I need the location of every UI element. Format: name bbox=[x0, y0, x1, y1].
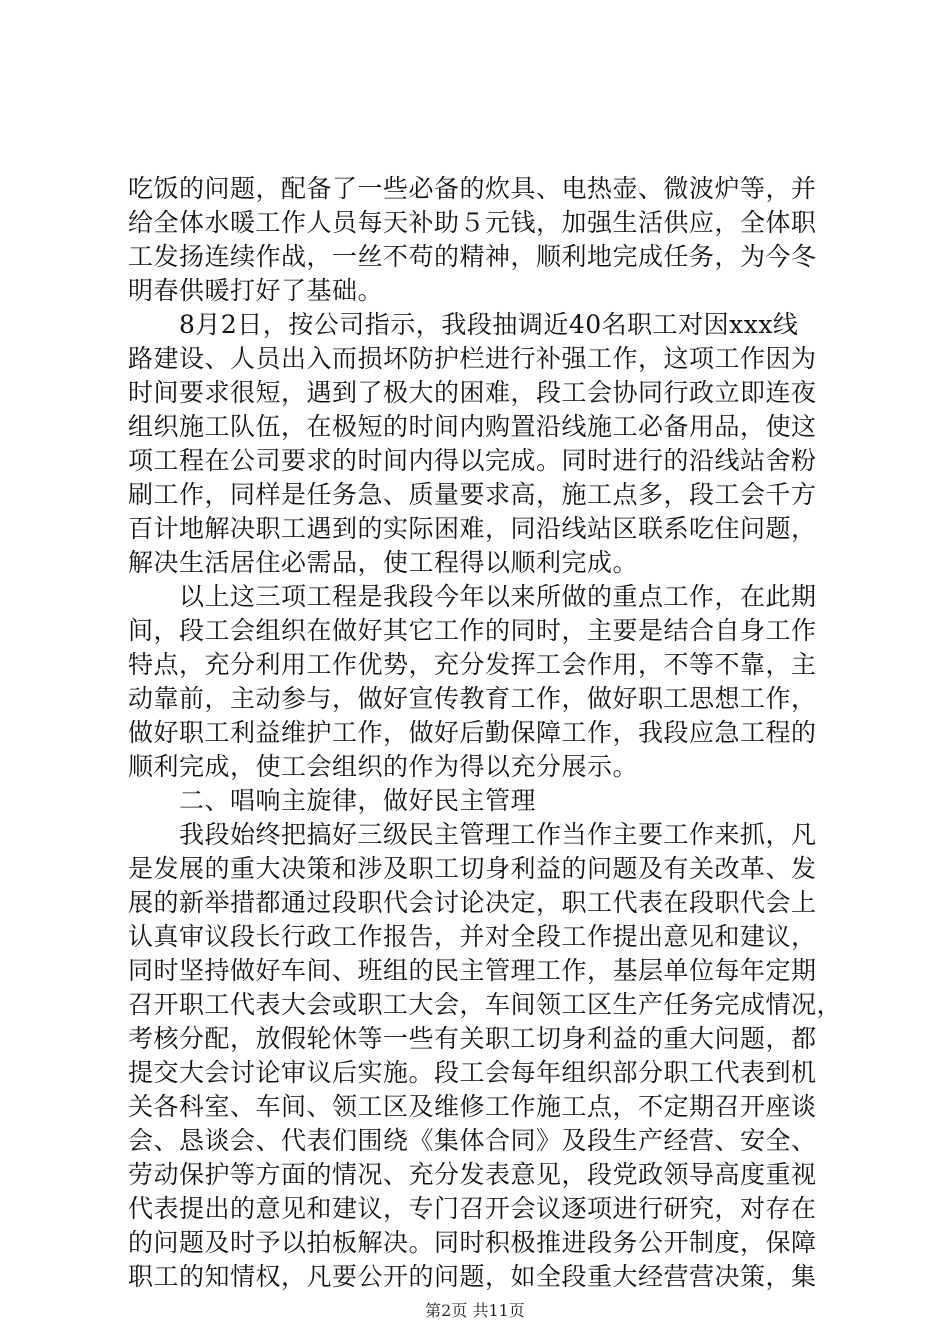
text-line: 展的新举措都通过段职代会讨论决定，职工代表在段职代会上 bbox=[128, 888, 817, 917]
text-line: 以上这三项工程是我段今年以来所做的重点工作，在此期 bbox=[128, 582, 817, 611]
text-line: 代表提出的意见和建议，专门召开会议逐项进行研究，对存在 bbox=[128, 1194, 817, 1223]
text-line: 给全体水暖工作人员每天补助５元钱，加强生活供应，全体职 bbox=[128, 208, 817, 237]
text-line: 百计地解决职工遇到的实际困难，同沿线站区联系吃住问题， bbox=[128, 514, 817, 543]
text-line: 明春供暖打好了基础。 bbox=[128, 276, 384, 305]
page-number: 第2页 共11页 bbox=[425, 1301, 525, 1320]
text-line: 组织施工队伍，在极短的时间内购置沿线施工必备用品，使这 bbox=[128, 412, 817, 441]
page-footer bbox=[0, 1300, 950, 1322]
section-heading: 二、唱响主旋律，做好民主管理 bbox=[128, 786, 537, 815]
text-line: 同时坚持做好车间、班组的民主管理工作，基层单位每年定期 bbox=[128, 956, 817, 985]
text-line: 路建设、人员出入而损坏防护栏进行补强工作，这项工作因为 bbox=[128, 344, 817, 373]
text-line: 顺利完成，使工会组织的作为得以充分展示。 bbox=[128, 752, 639, 781]
text-line: 关各科室、车间、领工区及维修工作施工点，不定期召开座谈 bbox=[128, 1092, 817, 1121]
text-line: 劳动保护等方面的情况、充分发表意见，段党政领导高度重视 bbox=[128, 1160, 817, 1189]
text-line: 认真审议段长行政工作报告，并对全段工作提出意见和建议， bbox=[128, 922, 817, 951]
text-line: 是发展的重大决策和涉及职工切身利益的问题及有关改革、发 bbox=[128, 854, 817, 883]
text-line: 工发扬连续作战，一丝不苟的精神，顺利地完成任务，为今冬 bbox=[128, 242, 817, 271]
text-line: 考核分配，放假轮休等一些有关职工切身利益的重大问题，都 bbox=[128, 1024, 817, 1053]
text-line: 时间要求很短，遇到了极大的困难，段工会协同行政立即连夜 bbox=[128, 378, 817, 407]
text-line: 动靠前，主动参与，做好宣传教育工作，做好职工思想工作， bbox=[128, 684, 817, 713]
text-line: 项工程在公司要求的时间内得以完成。同时进行的沿线站舍粉 bbox=[128, 446, 817, 475]
text-line: 会、恳谈会、代表们围绕《集体合同》及段生产经营、安全、 bbox=[128, 1126, 817, 1155]
text-line: 吃饭的问题，配备了一些必备的炊具、电热壶、微波炉等，并 bbox=[128, 174, 817, 203]
text-line: 间，段工会组织在做好其它工作的同时，主要是结合自身工作 bbox=[128, 616, 817, 645]
text-line: 8月2日，按公司指示，我段抽调近40名职工对因xxx线 bbox=[128, 310, 799, 339]
text-line: 做好职工利益维护工作，做好后勤保障工作，我段应急工程的 bbox=[128, 718, 817, 747]
text-line: 我段始终把搞好三级民主管理工作当作主要工作来抓，凡 bbox=[128, 820, 817, 849]
text-line: 召开职工代表大会或职工大会，车间领工区生产任务完成情况， bbox=[128, 990, 843, 1019]
text-line: 提交大会讨论审议后实施。段工会每年组织部分职工代表到机 bbox=[128, 1058, 817, 1087]
text-line: 刷工作，同样是任务急、质量要求高，施工点多，段工会千方 bbox=[128, 480, 817, 509]
text-line: 解决生活居住必需品，使工程得以顺利完成。 bbox=[128, 548, 639, 577]
text-line: 特点，充分利用工作优势，充分发挥工会作用，不等不靠，主 bbox=[128, 650, 817, 679]
text-line: 的问题及时予以拍板解决。同时积极推进段务公开制度，保障 bbox=[128, 1228, 817, 1257]
text-line: 职工的知情权，凡要公开的问题，如全段重大经营营决策，集 bbox=[128, 1262, 817, 1291]
